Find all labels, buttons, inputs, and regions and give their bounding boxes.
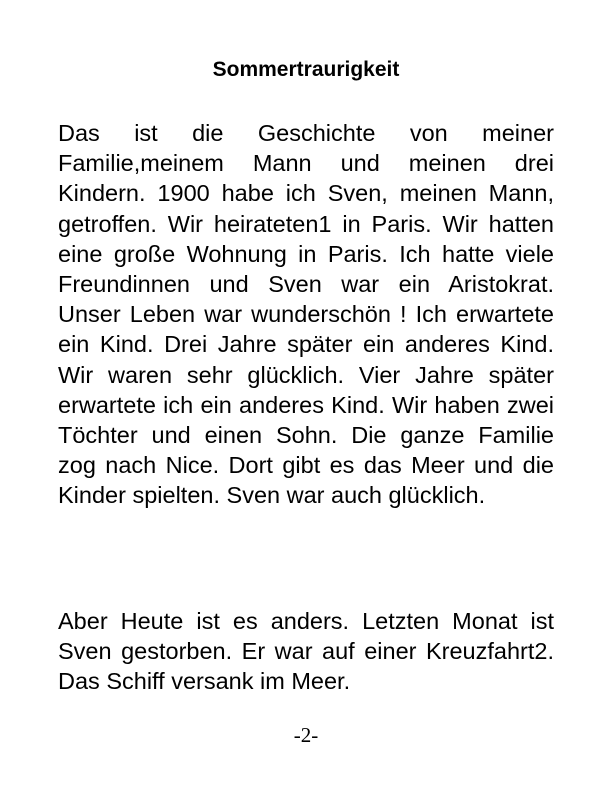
page-number: -2- (293, 723, 319, 747)
body-paragraph-1: Das ist die Geschichte von meiner Familie,meinem Mann und meinen drei Kindern. 1900 habe ich Sven, meinen Mann, getroffen. Wir heirateten1 in Paris. Wir hatten eine große Wohnung in Paris. Ich hatte viele Freundinnen und Sven war ein Aristokrat. Unser Leben war wunderschön ! Ich erwartete ein Kind. Drei Jahre später ein anderes Kind. Wir waren sehr glücklich. Vier Jahre später erwartete ich ein anderes Kind. Wir haben zwei Töchter und einen Sohn. Die ganze Familie zog nach Nice. Dort gibt es das Meer und die Kinder spielten. Sven war auch glücklich. (58, 120, 554, 509)
page-title: Sommertraurigkeit (212, 58, 400, 81)
body-paragraph-2: Aber Heute ist es anders. Letzten Monat ist Sven gestorben. Er war auf einer Kreuzfahrt2. Das Schiff versank im Meer. (58, 608, 554, 695)
